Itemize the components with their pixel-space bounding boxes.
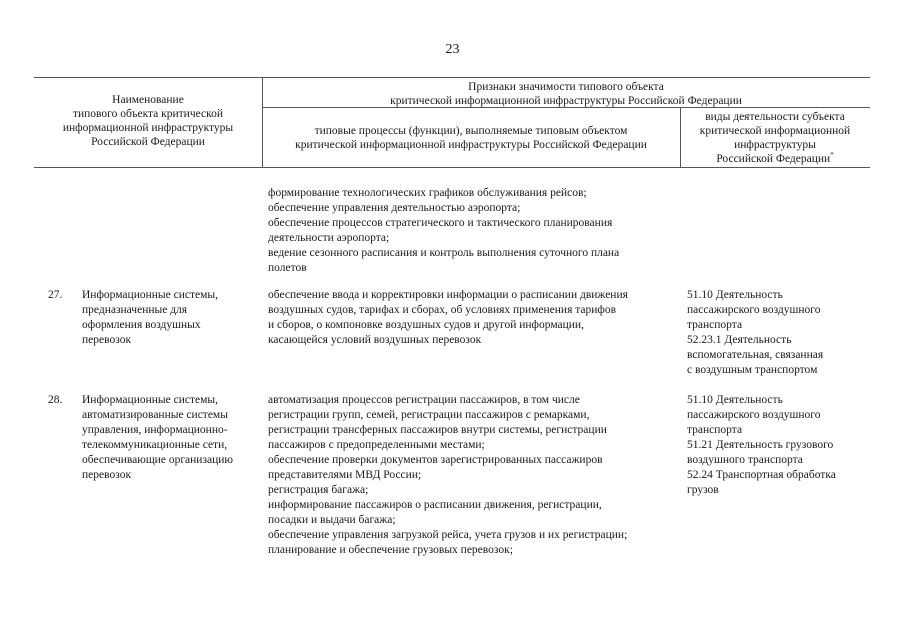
activity-line: 52.23.1 Деятельность <box>687 334 792 346</box>
process-line: регистрация багажа; <box>268 484 369 496</box>
process-line: воздушных судов, тарифах и сборах, об условиях применения тарифов <box>268 304 617 316</box>
row-27-activities <box>687 288 823 378</box>
process-line: посадки и выдачи багажа; <box>268 514 396 526</box>
header-name-line: информационной инфраструктуры <box>62 122 234 134</box>
activity-line: 51.21 Деятельность грузового <box>687 439 834 451</box>
name-line: предназначенные для <box>82 304 188 316</box>
process-line: формирование технологических графиков обслуживания рейсов; <box>268 187 587 199</box>
activity-line: 52.24 Транспортная обработка <box>687 469 836 481</box>
process-line: обеспечение процессов стратегического и тактического планирования <box>268 217 613 229</box>
activity-line: транспорта <box>687 424 743 436</box>
continuation-processes <box>268 186 619 276</box>
header-activities-line: критической информационной <box>699 125 851 137</box>
activity-line: вспомогательная, связанная <box>687 349 824 361</box>
header-processes-column <box>262 124 680 152</box>
activity-line: воздушного транспорта <box>687 454 803 466</box>
name-line: Информационные системы, <box>82 289 218 301</box>
process-line: обеспечение проверки документов зарегистрированных пассажиров <box>268 454 603 466</box>
name-line: управления, информационно- <box>82 424 228 436</box>
process-line: информирование пассажиров о расписании движения, регистрации, <box>268 499 602 511</box>
row-28-activities <box>687 393 836 498</box>
header-bottom-rule <box>34 167 870 168</box>
name-line: автоматизированные системы <box>82 409 228 421</box>
name-line: оформления воздушных <box>82 319 201 331</box>
activity-line: грузов <box>687 484 719 496</box>
header-name-column <box>34 93 262 149</box>
footnote-mark: * <box>830 151 834 160</box>
header-activities-column <box>680 110 870 166</box>
name-line: перевозок <box>82 469 132 481</box>
name-line: обеспечивающие организацию <box>82 454 233 466</box>
header-top-rule <box>34 77 870 78</box>
activity-line: 51.10 Деятельность <box>687 394 783 406</box>
row-28-name <box>82 393 233 483</box>
name-line: перевозок <box>82 334 132 346</box>
activity-line: 51.10 Деятельность <box>687 289 783 301</box>
process-line: ведение сезонного расписания и контроль выполнения суточного плана <box>268 247 620 259</box>
process-line: планирование и обеспечение грузовых перевозок; <box>268 544 513 556</box>
row-27-name <box>82 288 218 348</box>
process-line: представителями МВД России; <box>268 469 422 481</box>
process-line: регистрации групп, семей, регистрации пассажиров с ремарками, <box>268 409 590 421</box>
process-line: обеспечение управления деятельностью аэропорта; <box>268 202 521 214</box>
name-line: Информационные системы, <box>82 394 218 406</box>
header-name-line: Российской Федерации <box>91 136 205 148</box>
header-signs-line: критической информационной инфраструктуры Российской Федерации <box>390 95 742 107</box>
row-27-number: 27. <box>48 289 63 301</box>
header-signs-line: Признаки значимости типового объекта <box>468 81 664 93</box>
activity-line: пассажирского воздушного <box>687 409 821 421</box>
page-number: 23 <box>445 42 460 57</box>
row-28-number: 28. <box>48 394 63 406</box>
header-processes-line: типовые процессы (функции), выполняемые типовым объектом <box>314 125 628 137</box>
name-line: телекоммуникационные сети, <box>82 439 228 451</box>
header-processes-line: критической информационной инфраструктуры Российской Федерации <box>295 139 647 151</box>
header-activities-last: Российской Федерации <box>716 153 831 165</box>
process-line: и сборов, о компоновке воздушных судов и другой информации, <box>268 319 584 331</box>
process-line: деятельности аэропорта; <box>268 232 390 244</box>
header-name-line: типового объекта критической <box>72 108 224 120</box>
row-27-processes <box>268 288 628 348</box>
header-name-line: Наименование <box>112 94 184 106</box>
process-line: касающейся условий воздушных перевозок <box>268 334 482 346</box>
header-activities-line: виды деятельности субъекта <box>705 111 845 123</box>
process-line: пассажиров с предопределенными местами; <box>268 439 485 451</box>
activity-line: пассажирского воздушного <box>687 304 821 316</box>
process-line: полетов <box>268 262 307 274</box>
process-line: регистрации трансферных пассажиров внутри системы, регистрации <box>268 424 607 436</box>
row-28-processes <box>268 393 627 558</box>
header-activities-line: инфраструктуры <box>734 139 816 151</box>
header-signs-title <box>262 80 870 108</box>
process-line: автоматизация процессов регистрации пассажиров, в том числе <box>268 394 580 406</box>
activity-line: транспорта <box>687 319 743 331</box>
header-activities-line <box>680 152 870 166</box>
process-line: обеспечение ввода и корректировки информации о расписании движения <box>268 289 628 301</box>
process-line: обеспечение управления загрузкой рейса, учета грузов и их регистрации; <box>268 529 628 541</box>
activity-line: с воздушным транспортом <box>687 364 818 376</box>
